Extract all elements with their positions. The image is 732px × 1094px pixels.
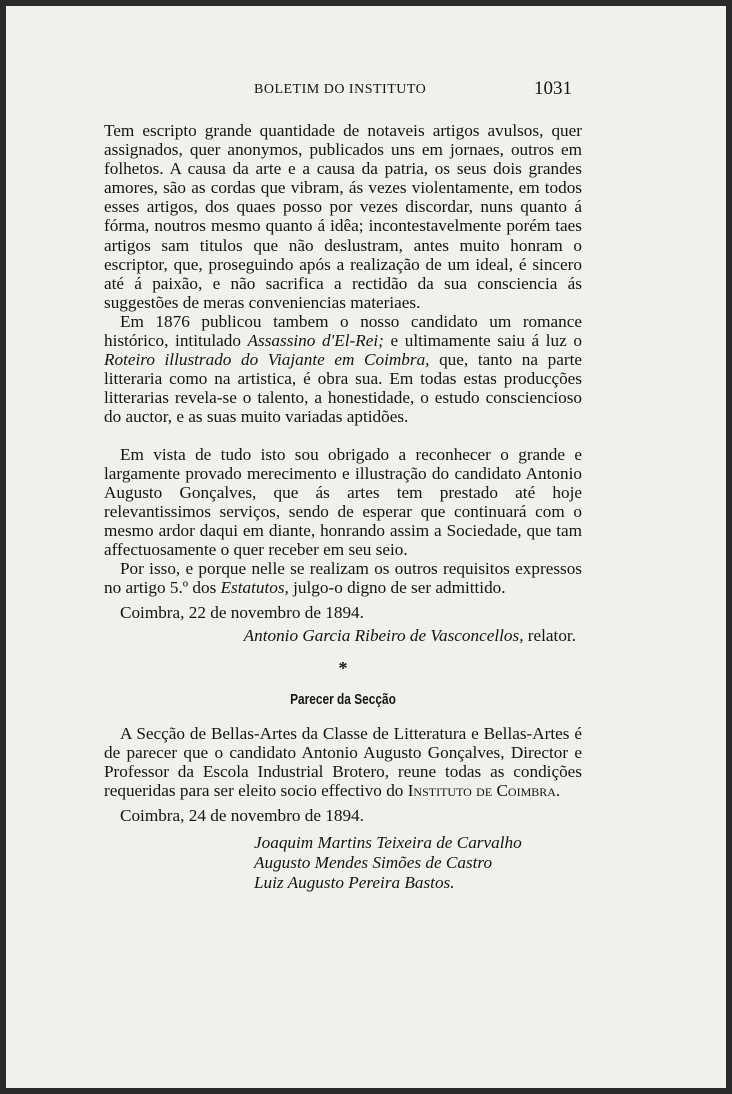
title-roteiro: Roteiro illustrado do Viajante em Coimbra, [104,350,430,370]
page-header [6,78,726,104]
paragraph-1: Tem escripto grande quantidade de notaveis artigos avulsos, quer assignados, quer anonymos, publicados uns em jornaes, outros em folhetos. A causa da arte e a causa da patria, os seus dois grandes amores, são as cordas que vibram, ás vezes violentamente, em todos esses artigos, dos quaes posso por vezes discordar, nuns quanto á fórma, noutros mesmo quanto á idêa; incontestavelmente porém taes artigos sam titulos que não deslustram, antes muito honram o escriptor, que, proseguindo após a realização de um ideal, é sincero até á paixão, e não sacrifica a rectidão da sua consciencia ás suggestões de meras conveniencias materiaes. [104,121,582,312]
paragraph-2-text-c: e ultimamente saiu á luz o [383,331,582,351]
section-asterisk: * [338,658,348,679]
paragraph-4 [104,559,582,597]
paragraph-2-text-e: que, tanto na parte litteraria como na artistica, é obra sua. Em todas estas producções litterarias revela-se o talento, a honestidade, o estudo consciencioso do auctor, e as suas muito variadas aptidões. [104,350,582,427]
signatures-block [104,833,582,893]
paragraph-2-text-a: Em 1876 publicou tambem o nosso candidato um romance histórico, intitulado [104,311,582,351]
signature-line: Joaquim Martins Teixeira de Carvalho [254,833,522,853]
paragraph-2 [104,312,582,427]
signature-line: Augusto Mendes Simões de Castro [254,853,493,873]
document-page [6,6,726,1088]
relator-signature [104,626,582,645]
running-title: BOLETIM DO INSTITUTO [254,82,427,97]
paragraph-5-text-a: A Secção de Bellas-Artes da Classe de Litteratura e Bellas-Artes é de parecer que o candidato Antonio Augusto Gonçalves, Director e Professor da Escola Industrial Brotero, reune todas as condições requeridas para ser eleito socio effectivo do [104,723,582,800]
signature-line: Luiz Augusto Pereira Bastos. [254,873,455,893]
paragraph-4-text-c: julgo-o digno de ser admittido. [288,578,506,598]
paragraph-4-text-a: Por isso, e porque nelle se realizam os outros requisitos expressos no artigo 5.º dos [104,559,582,598]
date-line-1: Coimbra, 22 de novembro de 1894. [120,603,364,623]
date-line-2: Coimbra, 24 de novembro de 1894. [120,806,364,825]
page-number: 1031 [534,78,572,99]
relator-role: relator. [523,626,576,646]
title-assassino: Assassino d'El-Rei; [247,331,384,351]
paragraph-5-text-c: . [555,780,561,800]
paragraph-3: Em vista de tudo isto sou obrigado a reconhecer o grande e largamente provado merecimento e illustração do candidato Antonio Augusto Gonçalves, que ás artes tem prestado até hoje relevantissimos serviços, sendo de esperar que continuará com o mesmo ardor daqui em diante, honrando assim a Sociedade, que tam affectuosamente o quer receber em seu seio. [104,444,582,559]
section-heading: Parecer da Secção [290,691,396,708]
relator-name: Antonio Garcia Ribeiro de Vasconcellos, [243,626,524,646]
body-text [104,121,582,893]
paragraph-5 [104,724,582,800]
instituto-smallcaps: Instituto de Coimbra [407,780,556,800]
estatutos-italic: Estatutos, [220,578,289,598]
